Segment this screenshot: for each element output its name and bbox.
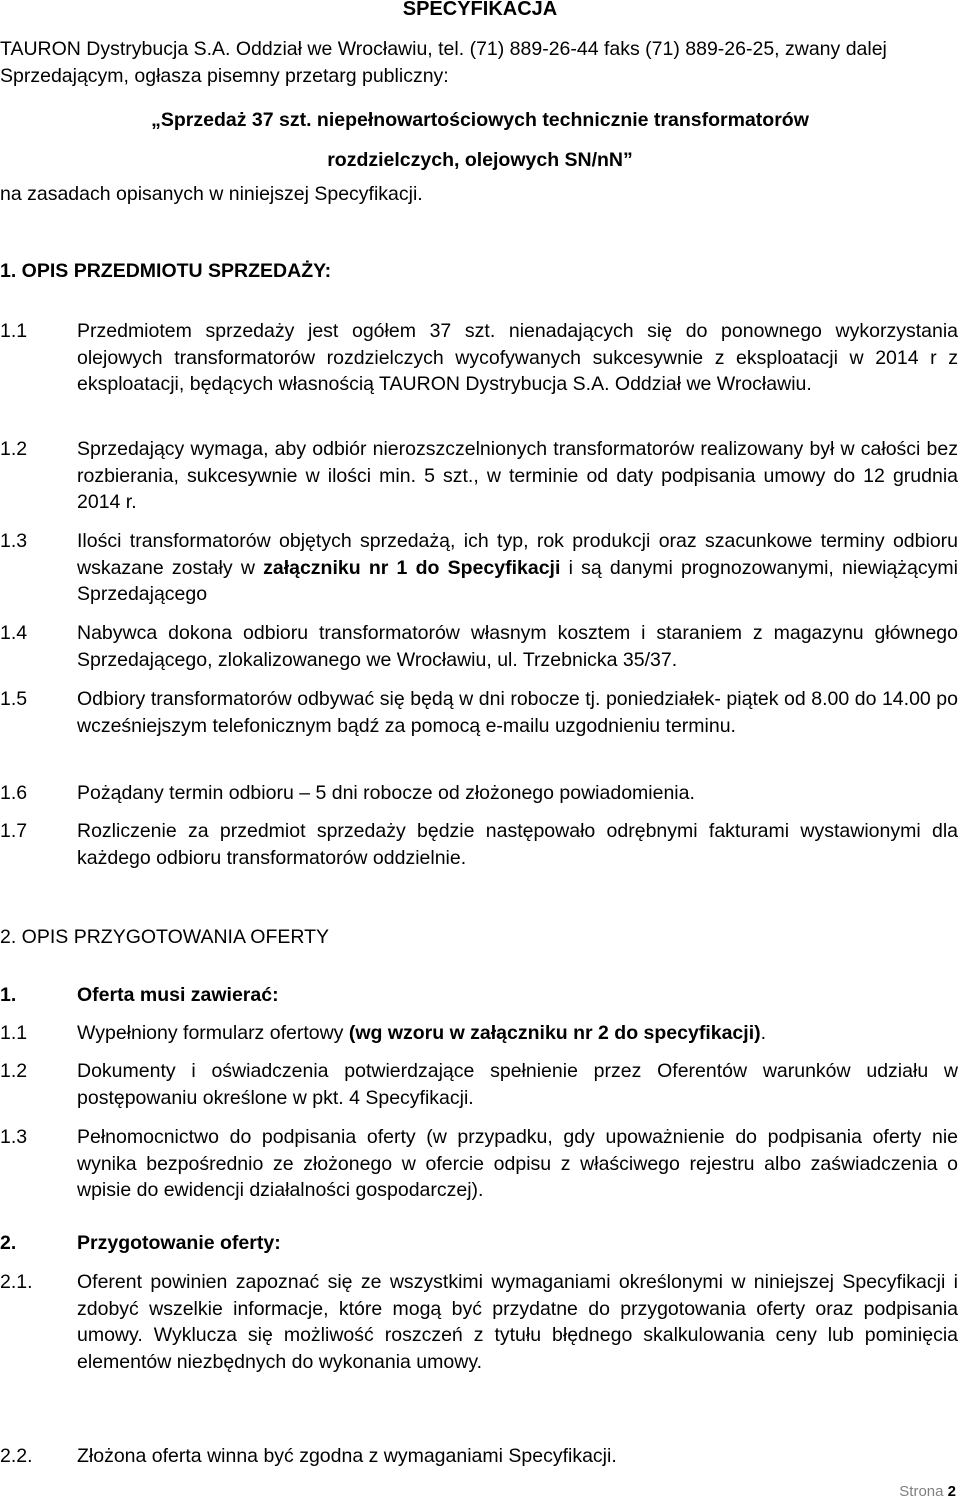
section-1-item-1-1	[0, 318, 958, 398]
page-footer	[899, 1483, 956, 1501]
section-1-item-1-4	[0, 620, 958, 673]
item-text	[77, 1020, 958, 1047]
item-number: 1.1	[0, 320, 28, 342]
item-text-part: .	[760, 1022, 767, 1044]
page-number: 2	[947, 1483, 956, 1500]
item-text: Przedmiotem sprzedaży jest ogółem 37 szt. nienadających się do ponownego wykorzystania olejowych transformatorów rozdzielczych wycofywanych sukcesywnie z eksploatacji w 2014 r z eksploatacji, będących własnością TAURON Dystrybucja S.A. Oddział we Wrocławiu.	[77, 320, 958, 395]
item-text: Sprzedający wymaga, aby odbiór nierozszczelnionych transformatorów realizowany był w całości bez rozbierania, sukcesywnie w ilości min. 5 szt., w terminie od daty podpisania umowy do 12 grudnia 2014 r.	[77, 438, 958, 513]
item-text: Rozliczenie za przedmiot sprzedaży będzie następowało odrębnymi fakturami wystawionymi dla każdego odbioru transformatorów oddzielnie.	[77, 820, 958, 869]
item-number: 1.2	[0, 1060, 28, 1082]
section-2-item-1-3	[0, 1124, 958, 1204]
sub-heading: Przygotowanie oferty:	[77, 1232, 281, 1254]
document-title: SPECYFIKACJA	[402, 0, 558, 20]
item-number: 1.7	[0, 820, 28, 842]
item-number: 1.5	[0, 688, 28, 710]
item-text: Pożądany termin odbioru – 5 dni robocze od złożonego powiadomienia.	[77, 782, 695, 804]
section-1-item-1-5	[0, 686, 958, 739]
item-text: Pełnomocnictwo do podpisania oferty (w przypadku, gdy upoważnienie do podpisania oferty nie wynika bezpośrednio ze złożonego w ofercie odpisu z właściwego rejestru albo zaświadczenia o wpisie do ewidencji działalności gospodarczej).	[77, 1126, 958, 1201]
intro-paragraph: TAURON Dystrybucja S.A. Oddział we Wrocławiu, tel. (71) 889-26-44 faks (71) 889-26-25, zwany dalej Sprzedającym, ogłasza pisemny przetarg publiczny:	[0, 38, 887, 87]
section-2-sub-1-heading	[0, 982, 958, 1009]
item-number: 1.6	[0, 782, 28, 804]
sub-number: 2.	[0, 1232, 17, 1254]
section-2-heading: 2. OPIS PRZYGOTOWANIA OFERTY	[0, 926, 330, 948]
attachment-reference: (wg wzoru w załączniku nr 2 do specyfikacji)	[348, 1022, 761, 1044]
item-number: 1.2	[0, 438, 28, 460]
section-1-item-1-7	[0, 818, 958, 871]
section-2-item-2-1	[0, 1269, 958, 1375]
attachment-reference: załączniku nr 1 do Specyfikacji	[263, 556, 561, 579]
section-1-heading: 1. OPIS PRZEDMIOTU SPRZEDAŻY:	[0, 260, 332, 282]
item-text: Odbiory transformatorów odbywać się będą w dni robocze tj. poniedziałek- piątek od 8.00 do 14.00 po wcześniejszym telefonicznym bądź za pomocą e-mailu uzgodnieniu terminu.	[77, 688, 958, 737]
sub-heading: Oferta musi zawierać:	[77, 984, 279, 1006]
item-text: Oferent powinien zapoznać się ze wszystkimi wymaganiami określonymi w niniejszej Specyfikacji i zdobyć wszelkie informacje, które mogą być przydatne do przygotowania oferty oraz podpisania umowy. Wyklucza się możliwość roszczeń z tytułu błędnego skalkulowania ceny lub pominięcia elementów niezbędnych do wykonania umowy.	[77, 1271, 958, 1373]
subject-line-2: rozdzielczych, olejowych SN/nN”	[327, 149, 633, 171]
item-number: 1.3	[0, 1126, 28, 1148]
section-2-item-1-2	[0, 1058, 958, 1111]
section-1-item-1-3	[0, 528, 958, 608]
item-number: 2.2.	[0, 1445, 33, 1467]
item-text-part: Ilości transformatorów objętych sprzedażą, ich typ, rok produkcji oraz szacunkowe terminy odbioru wskazane zostały w	[77, 530, 958, 579]
item-text: Nabywca dokona odbioru transformatorów własnym kosztem i staraniem z magazynu głównego Sprzedającego, zlokalizowanego we Wrocławiu, ul. Trzebnicka 35/37.	[77, 622, 958, 671]
section-2-item-2-2	[0, 1443, 958, 1470]
section-1-item-1-2	[0, 436, 958, 516]
section-2-item-1-1	[0, 1020, 958, 1047]
section-1-item-1-6	[0, 780, 958, 807]
item-text-part: i są danymi prognozowanymi, niewiążącymi Sprzedającego	[77, 556, 958, 605]
item-text-part: Wypełniony formularz ofertowy	[77, 1022, 349, 1044]
item-text: Dokumenty i oświadczenia potwierdzające spełnienie przez Oferentów warunków udziału w postępowaniu określone w pkt. 4 Specyfikacji.	[77, 1060, 958, 1109]
item-text: Złożona oferta winna być zgodna z wymaganiami Specyfikacji.	[77, 1445, 617, 1467]
item-number: 1.1	[0, 1022, 28, 1044]
sub-number: 1.	[0, 984, 17, 1006]
item-number: 1.4	[0, 622, 28, 644]
section-2-sub-2-heading	[0, 1230, 958, 1257]
item-number: 1.3	[0, 530, 28, 552]
page-label: Strona	[899, 1483, 944, 1500]
subject-line-1: „Sprzedaż 37 szt. niepełnowartościowych technicznie transformatorów	[151, 109, 809, 131]
subject-block	[0, 100, 960, 180]
item-number: 2.1.	[0, 1271, 33, 1293]
subject-continuation: na zasadach opisanych w niniejszej Specyfikacji.	[0, 183, 423, 205]
item-text	[77, 528, 958, 608]
